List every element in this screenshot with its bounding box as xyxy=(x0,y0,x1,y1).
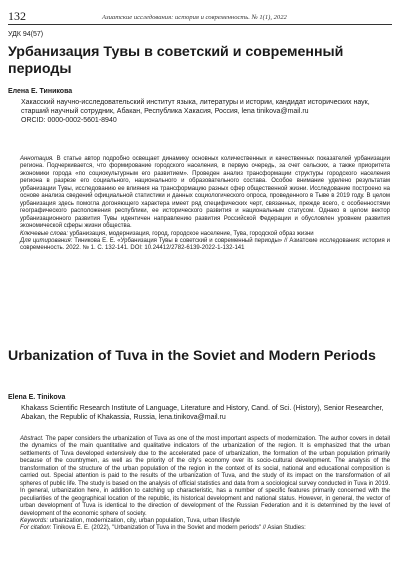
journal-title: Азиатские исследования: история и современность. № 1(1), 2022 xyxy=(102,14,287,21)
abstract-text-en: The paper considers the urbanization of Tuva as one of the most important aspects of modernization. The author covers in detail the dynamics of the main quantitative and qualitative indicators of the urbanization of the region. It is emphasized that the urban settlements of Tuva developed extensively due to the accelerated pace of urbanization, the formation of the urban population primarily because of the countrymen, as well as the priority of the city's economy over its socio-cultural development. The analysis of the transformation of the structure of the urban population of the region in the context of its social, national and educational composition is carried out. Special attention is paid to the results of the urbanization of Tuva, and the study of its impact on the transformation of all spheres of public life. The study is based on the analysis of official statistics and data from a sociological survey conducted in Tuva in 2019. In general, urbanization here, in addition to catching up characteristic, has a number of specific features primarily concerned with the peculiarities of the geographical location of the republic, its historical development and national status. However, in general, the vector of urban development of Tuva is identical to the direction of development of the Russian Federation and it is determined by the level of development of the economic sphere of society. xyxy=(20,436,390,517)
author-name-ru: Елена Е. Тиникова xyxy=(8,88,73,95)
udk-code: УДК 94(57) xyxy=(8,31,44,38)
abstract-block-en xyxy=(20,436,390,533)
affiliation-text-en: Khakass Scientific Research Institute of Language, Literature and History, Cand. of Sci. (History), Senior Researcher, Abakan, the Republic of Khakassia, Russia, lena.tinikova@mail.ru xyxy=(21,405,384,421)
abstract-label-ru: Аннотация. xyxy=(20,156,54,162)
article-title-ru: Урбанизация Тувы в советский и современный периоды xyxy=(8,44,344,77)
page-number: 132 xyxy=(8,9,26,23)
keywords-text-ru: урбанизация, модернизация, город, городское население, Тува, городской образ жизни xyxy=(69,230,314,237)
author-name-en: Elena E. Tinikova xyxy=(8,394,66,401)
citation-text-en: Tinikova E. E. (2022), "Urbanization of Tuva in the Soviet and modern periods" // Asian Studies: xyxy=(52,525,306,532)
affiliation-en xyxy=(21,404,390,422)
citation-ru xyxy=(20,238,390,253)
article-title-en: Urbanization of Tuva in the Soviet and Modern Periods xyxy=(8,348,376,364)
abstract-ru xyxy=(20,156,390,231)
keywords-ru xyxy=(20,231,390,238)
citation-en xyxy=(20,525,390,532)
keywords-label-ru: Ключевые слова: xyxy=(20,230,68,237)
abstract-label-en: Abstract. xyxy=(20,436,44,442)
citation-label-en: For citation: xyxy=(20,525,52,532)
keywords-en xyxy=(20,518,390,525)
abstract-block-ru xyxy=(20,156,390,253)
affiliation-text-ru: Хакасский научно-исследовательский институт языка, литературы и истории, кандидат исторических наук, старший научный сотрудник, Абакан, Республика Хакасия, Россия, lena tinikova@mail.ru xyxy=(21,99,370,115)
keywords-label-en: Keywords: xyxy=(20,517,49,524)
abstract-en xyxy=(20,436,390,518)
orcid: ORCID: 0000-0002-5601-8940 xyxy=(21,117,117,124)
abstract-text-ru: В статье автор подробно освещает динамику основных количественных и качественных показателей урбанизации региона. Подчеркивается, что формирование городского населения, в первую очередь, за счет сельских, а также приоритета экономики города «по социокультурным его развитием». Проведен анализ трансформации структуры городского населения региона в разрезе его социального, национального и образовательного состава. Особое внимание уделено результатам урбанизации Тувы, исследованию ее влияния на трансформацию разных сфер общественной жизни. Исследование построено на основе анализа сведений официальной статистики и данных социологического опроса, проведенного в Тыве в 2019 году. В целом урбанизация здесь помогла догоняющего характера имеет ряд специфических черт, связанных, прежде всего, с особенностями географического расположения республики, ее исторического развития и национальным статусом. Однако в целом вектор урбанизационного развития Тувы идентичен направлению развития Российской Федерации и обусловлен уровнем развития экономической сферы жизни общества. xyxy=(20,156,390,230)
citation-label-ru: Для цитирования: xyxy=(20,237,73,244)
running-head xyxy=(8,10,392,25)
keywords-text-en: urbanization, modernization, city, urban population, Tuva, urban lifestyle xyxy=(49,517,241,524)
affiliation-ru xyxy=(21,98,390,125)
citation-text-ru: Тиникова Е. Е. «Урбанизация Тувы в советский и современный периоды» // Азиатские исследования: история и современность. 2022. № 1. С. 132-141. DOI: 10.24412/2782-6139-2022-1-132-141 xyxy=(20,237,390,252)
